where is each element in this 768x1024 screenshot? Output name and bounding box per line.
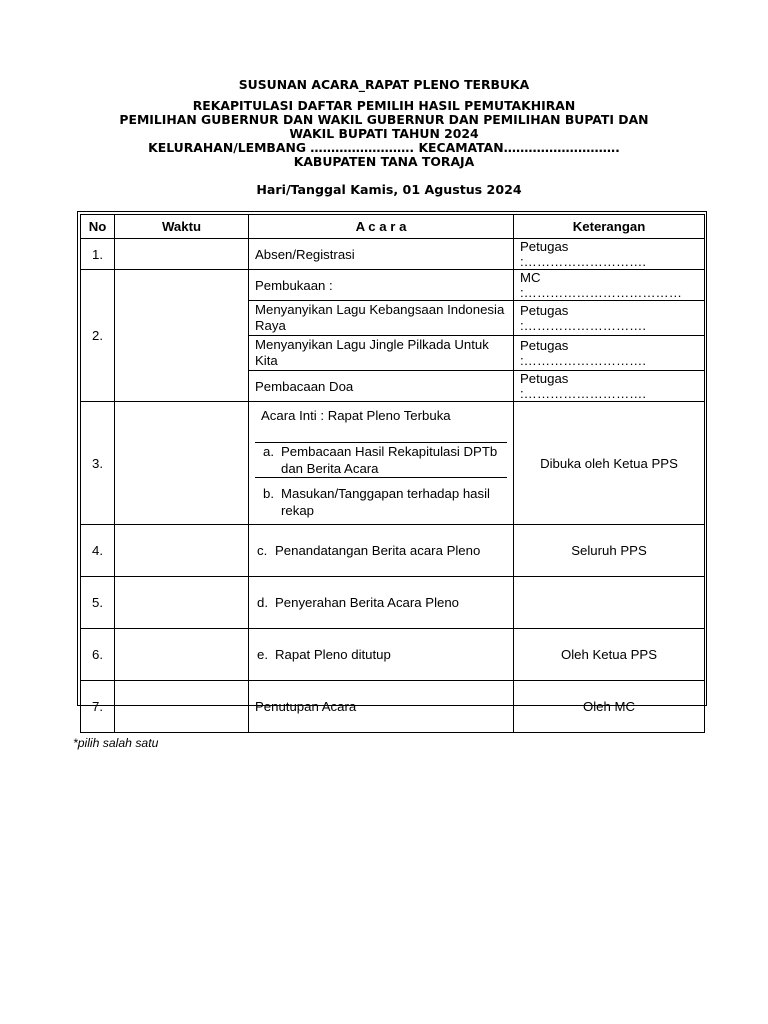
time-cell xyxy=(115,270,249,402)
note-cell: Petugas :………………………. xyxy=(514,239,705,270)
agenda-cell: Pembukaan : xyxy=(249,270,514,301)
subtitle-line-5: KABUPATEN TANA TORAJA xyxy=(293,154,475,169)
row-number: 5. xyxy=(81,577,115,629)
subitem-text: Penandatangan Berita acara Pleno xyxy=(275,543,481,558)
subitem-marker: a. xyxy=(263,444,274,459)
agenda-cell: Menyanyikan Lagu Kebangsaan Indonesia Raya xyxy=(249,301,514,336)
note-cell: Petugas :………………………. xyxy=(514,371,705,402)
subitem-marker: b. xyxy=(263,486,274,501)
header-waktu: Waktu xyxy=(115,215,249,239)
time-cell xyxy=(115,577,249,629)
schedule-table xyxy=(80,214,705,733)
subitem-marker: d. xyxy=(257,595,268,610)
note-cell: Oleh Ketua PPS xyxy=(514,629,705,681)
note-cell: Petugas :………………………. xyxy=(514,336,705,371)
note-cell: MC :……………………………… xyxy=(514,270,705,301)
table-header-row xyxy=(81,215,705,239)
agenda-cell: Pembacaan Doa xyxy=(249,371,514,402)
table-row xyxy=(81,525,705,577)
header-acara: A c a r a xyxy=(249,215,514,239)
table-row xyxy=(81,577,705,629)
subitem-marker: c. xyxy=(257,543,268,558)
time-cell xyxy=(115,525,249,577)
subtitle-line-4: KELURAHAN/LEMBANG ……………………. KECAMATAN………………………. xyxy=(148,140,620,155)
time-cell xyxy=(115,402,249,525)
agenda-cell: Menyanyikan Lagu Jingle Pilkada Untuk Kita xyxy=(249,336,514,371)
agenda-subitem xyxy=(255,443,507,478)
table-row xyxy=(81,270,705,301)
subitem-text: Rapat Pleno ditutup xyxy=(275,647,391,662)
event-date: Hari/Tanggal Kamis, 01 Agustus 2024 xyxy=(256,182,522,197)
agenda-cell xyxy=(249,629,514,681)
agenda-cell: Absen/Registrasi xyxy=(249,239,514,270)
header-keterangan: Keterangan xyxy=(514,215,705,239)
footnote: *pilih salah satu xyxy=(73,736,159,750)
agenda-cell xyxy=(249,577,514,629)
header-no: No xyxy=(81,215,115,239)
note-cell: Seluruh PPS xyxy=(514,525,705,577)
agenda-subitem xyxy=(255,478,507,519)
agenda-cell xyxy=(249,402,514,525)
subtitle-line-1: REKAPITULASI DAFTAR PEMILIH HASIL PEMUTAKHIRAN xyxy=(192,98,576,113)
title-line-1: SUSUNAN ACARA_RAPAT PLENO TERBUKA xyxy=(238,77,530,92)
agenda-intro: Acara Inti : Rapat Pleno Terbuka xyxy=(255,407,507,443)
row-number: 4. xyxy=(81,525,115,577)
subtitle-line-3: WAKIL BUPATI TAHUN 2024 xyxy=(289,126,479,141)
table-row xyxy=(81,681,705,733)
row-number: 2. xyxy=(81,270,115,402)
table-row xyxy=(81,402,705,525)
subitem-text: Pembacaan Hasil Rekapitulasi DPTb dan Berita Acara xyxy=(281,444,498,476)
subitem-text: Penyerahan Berita Acara Pleno xyxy=(275,595,460,610)
note-cell: Dibuka oleh Ketua PPS xyxy=(514,402,705,525)
row-number: 1. xyxy=(81,239,115,270)
table-row xyxy=(81,629,705,681)
row-number: 3. xyxy=(81,402,115,525)
note-cell: Oleh MC xyxy=(514,681,705,733)
document-title xyxy=(0,78,768,92)
time-cell xyxy=(115,629,249,681)
row-number: 6. xyxy=(81,629,115,681)
subtitle-line-2: PEMILIHAN GUBERNUR DAN WAKIL GUBERNUR DAN PEMILIHAN BUPATI DAN xyxy=(119,112,649,127)
document-subtitle xyxy=(0,99,768,169)
note-cell: Petugas :………………………. xyxy=(514,301,705,336)
agenda-cell: Penutupan Acara xyxy=(249,681,514,733)
subitem-text: Masukan/Tanggapan terhadap hasil rekap xyxy=(281,486,490,518)
row-number: 7. xyxy=(81,681,115,733)
time-cell xyxy=(115,239,249,270)
agenda-cell xyxy=(249,525,514,577)
subitem-marker: e. xyxy=(257,647,268,662)
note-cell xyxy=(514,577,705,629)
table-row xyxy=(81,239,705,270)
time-cell xyxy=(115,681,249,733)
